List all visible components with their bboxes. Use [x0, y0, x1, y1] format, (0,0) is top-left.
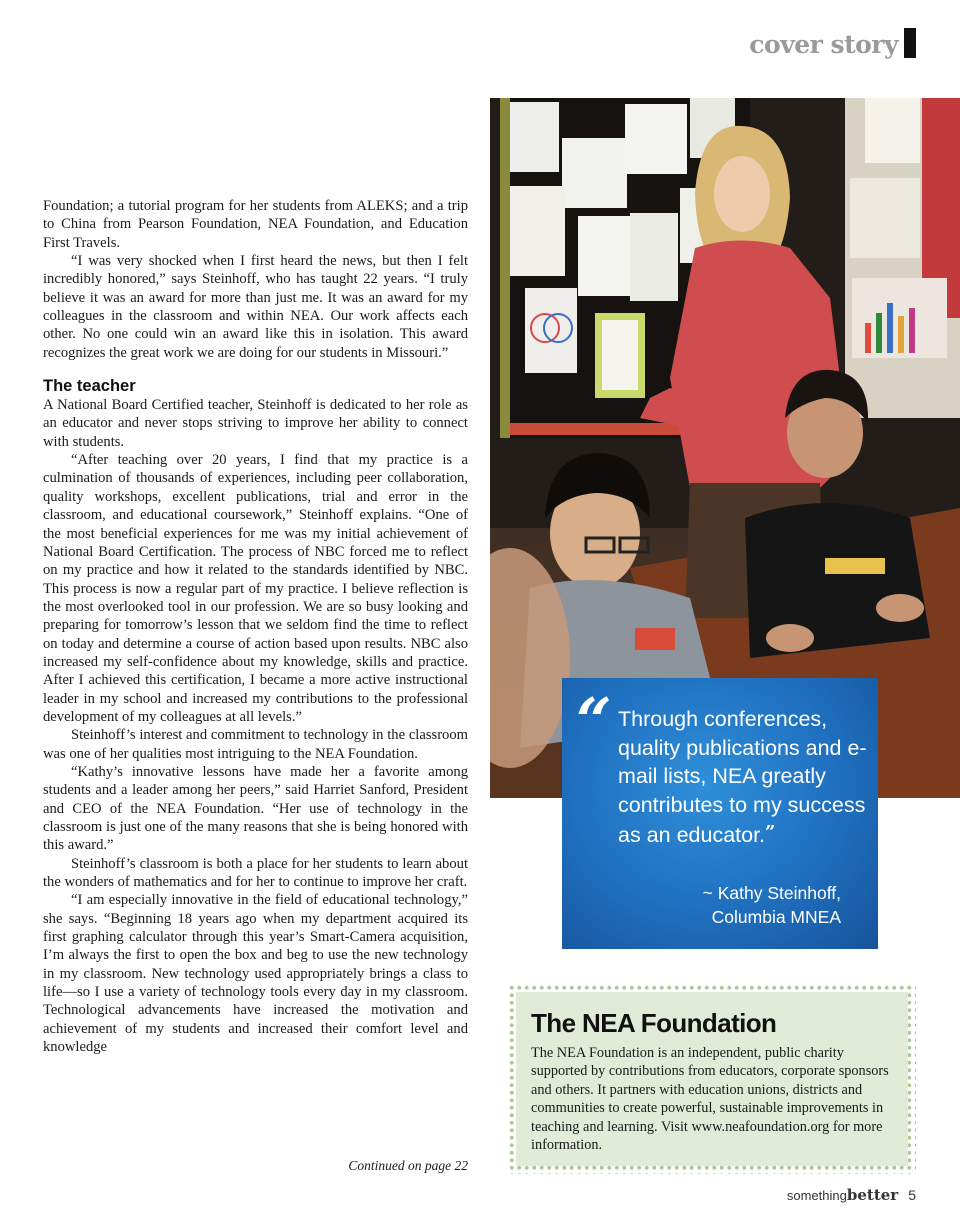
pull-quote-text: Through conferences, quality publications and e-mail lists, NEA greatly contributes to my success as an educator.” — [618, 707, 867, 847]
pull-quote-attribution — [703, 881, 841, 929]
attribution-name: ~ Kathy Steinhoff, — [702, 883, 841, 903]
article-paragraph: A National Board Certified teacher, Steinhoff is dedicated to her role as an educator and never stops striving to improve her ability to connect with students. — [43, 397, 468, 450]
subheading-the-teacher: The teacher — [43, 377, 136, 396]
nea-foundation-sidebar — [508, 984, 916, 1174]
article-paragraph: Steinhoff’s classroom is both a place for her students to learn about the wonders of mathematics and for her to continue to improve her craft. — [43, 855, 468, 891]
article-paragraph: Steinhoff’s interest and commitment to technology in the classroom was one of her qualities most intriguing to the NEA Foundation. — [43, 727, 468, 762]
pull-quote — [562, 678, 878, 949]
section-marker-bar — [904, 28, 916, 58]
article-paragraph: “Kathy’s innovative lessons have made her a favorite among students and a leader among her peers,” said Harriet Sanford, President and CEO of the NEA Foundation. “Her use of technology in the classroom is just one of the many reasons that she is being honored with this award.” — [43, 763, 468, 854]
attribution-affiliation: Columbia MNEA — [711, 907, 841, 927]
article-column — [43, 197, 468, 1056]
sidebar-title: The NEA Foundation — [531, 1008, 777, 1038]
page-number: 5 — [908, 1187, 916, 1203]
article-paragraph: “I was very shocked when I first heard the news, but then I felt incredibly honored,” says Steinhoff, who has taught 22 years. “I truly believe it was an award for more than just me. It was an award for my colleagues in the classroom and within NEA. Our work affects each other. No one could win an award like this in isolation. This award recognizes the great work we are doing for our students in Missouri.” — [43, 253, 468, 361]
footer-brand-bold: better — [846, 1186, 899, 1204]
article-paragraph: Foundation; a tutorial program for her students from ALEKS; and a trip to China from Pearson Foundation, NEA Foundation, and Education First Travels. — [43, 198, 468, 251]
sidebar-body: The NEA Foundation is an independent, public charity supported by contributions from educators, corporate sponsors and others. It partners with education unions, districts and communities to create powerful, sustainable improvements in teaching and learning. Visit www.neafoundation.org for more information. — [531, 1045, 889, 1154]
footer-brand-light: something — [786, 1188, 847, 1203]
sidebar-panel — [516, 992, 908, 1166]
article-paragraph: “I am especially innovative in the field of educational technology,” she says. “Beginning 18 years ago when my department acquired its first graphing calculator through this year’s Smart-Camera acquisition, I’m always the first to open the box and beg to use the new technology in my classroom. New technology used appropriately brings a class to life—so I use a variety of technology tools every day in my classroom. Technological advancements have increased the motivation and achievement of my students and increased their comfort level and knowledge — [43, 892, 468, 1056]
page-footer — [787, 1186, 916, 1205]
section-tag: cover story — [749, 30, 898, 59]
continued-note: Continued on page 22 — [348, 1158, 468, 1173]
article-paragraph: “After teaching over 20 years, I find that my practice is a culmination of thousands of experiences, including peer collaboration, quality workshops, excellent publications, trial and error in the classroom, and educational coursework,” Steinhoff explains. “One of the most beneficial experiences for me was my initial achievement of National Board Certification. The process of NBC forced me to reflect on my practice and how it related to the standards identified by NBC. This process is now a regular part of my practice. I believe reflection is the most overlooked tool in our profession. We are so busy looking and preparing for tomorrow’s lesson that we seldom find the time to reflect on today and determine a course of action based upon results. NBC also increased my self-confidence about my knowledge, skills and practice. After I achieved this certification, I became a more active instructional leader in my school and increased my contributions to the professional development of my colleagues at all levels.” — [43, 452, 468, 725]
open-quote-mark: “ — [576, 684, 612, 757]
